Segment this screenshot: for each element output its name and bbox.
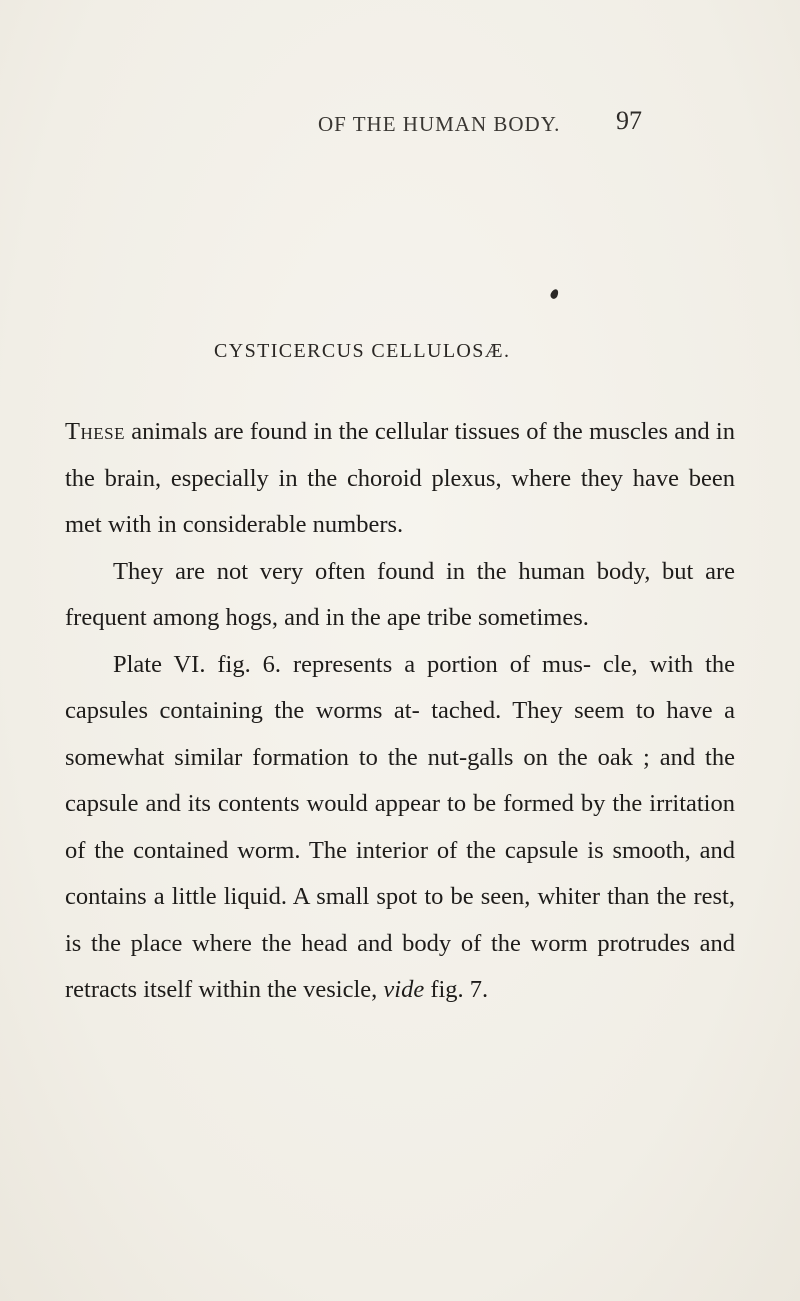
paragraph-1-text: animals are found in the cellular tissues of the muscles and in the brain, especially in the choroid plexus, where they have been met with in considerable numbers. bbox=[65, 418, 735, 538]
section-title: CYSTICERCUS CELLULOSÆ. bbox=[214, 340, 511, 362]
body-text bbox=[65, 409, 735, 1014]
paragraph-2-text: They are not very often found in the human body, but are frequent among hogs, and in the ape tribe sometimes. bbox=[65, 557, 735, 631]
ink-spot-ornament bbox=[549, 288, 560, 300]
paragraph-3-text: Plate VI. fig. 6. represents a portion of mus- cle, with the capsules containing the worms at- tached. They seem to have a somewhat similar formation to the nut-galls on the oak ; and the capsule and its contents would appear to be formed by the irritation of the contained worm. The interior of the capsule is smooth, and contains a little liquid. A small spot to be seen, whiter than the rest, is the place where the head and body of the worm protrudes and retracts itself within the vesicle, bbox=[65, 650, 735, 1003]
page-number: 97 bbox=[616, 106, 642, 135]
paragraph-1 bbox=[65, 409, 735, 549]
paragraph-lead-word: These bbox=[65, 418, 125, 445]
paragraph-3 bbox=[65, 642, 735, 1014]
paragraph-2 bbox=[65, 549, 735, 642]
paragraph-3-ending: fig. 7. bbox=[424, 976, 489, 1003]
running-head: OF THE HUMAN BODY. bbox=[318, 112, 561, 136]
vide-italic: vide bbox=[383, 976, 425, 1003]
